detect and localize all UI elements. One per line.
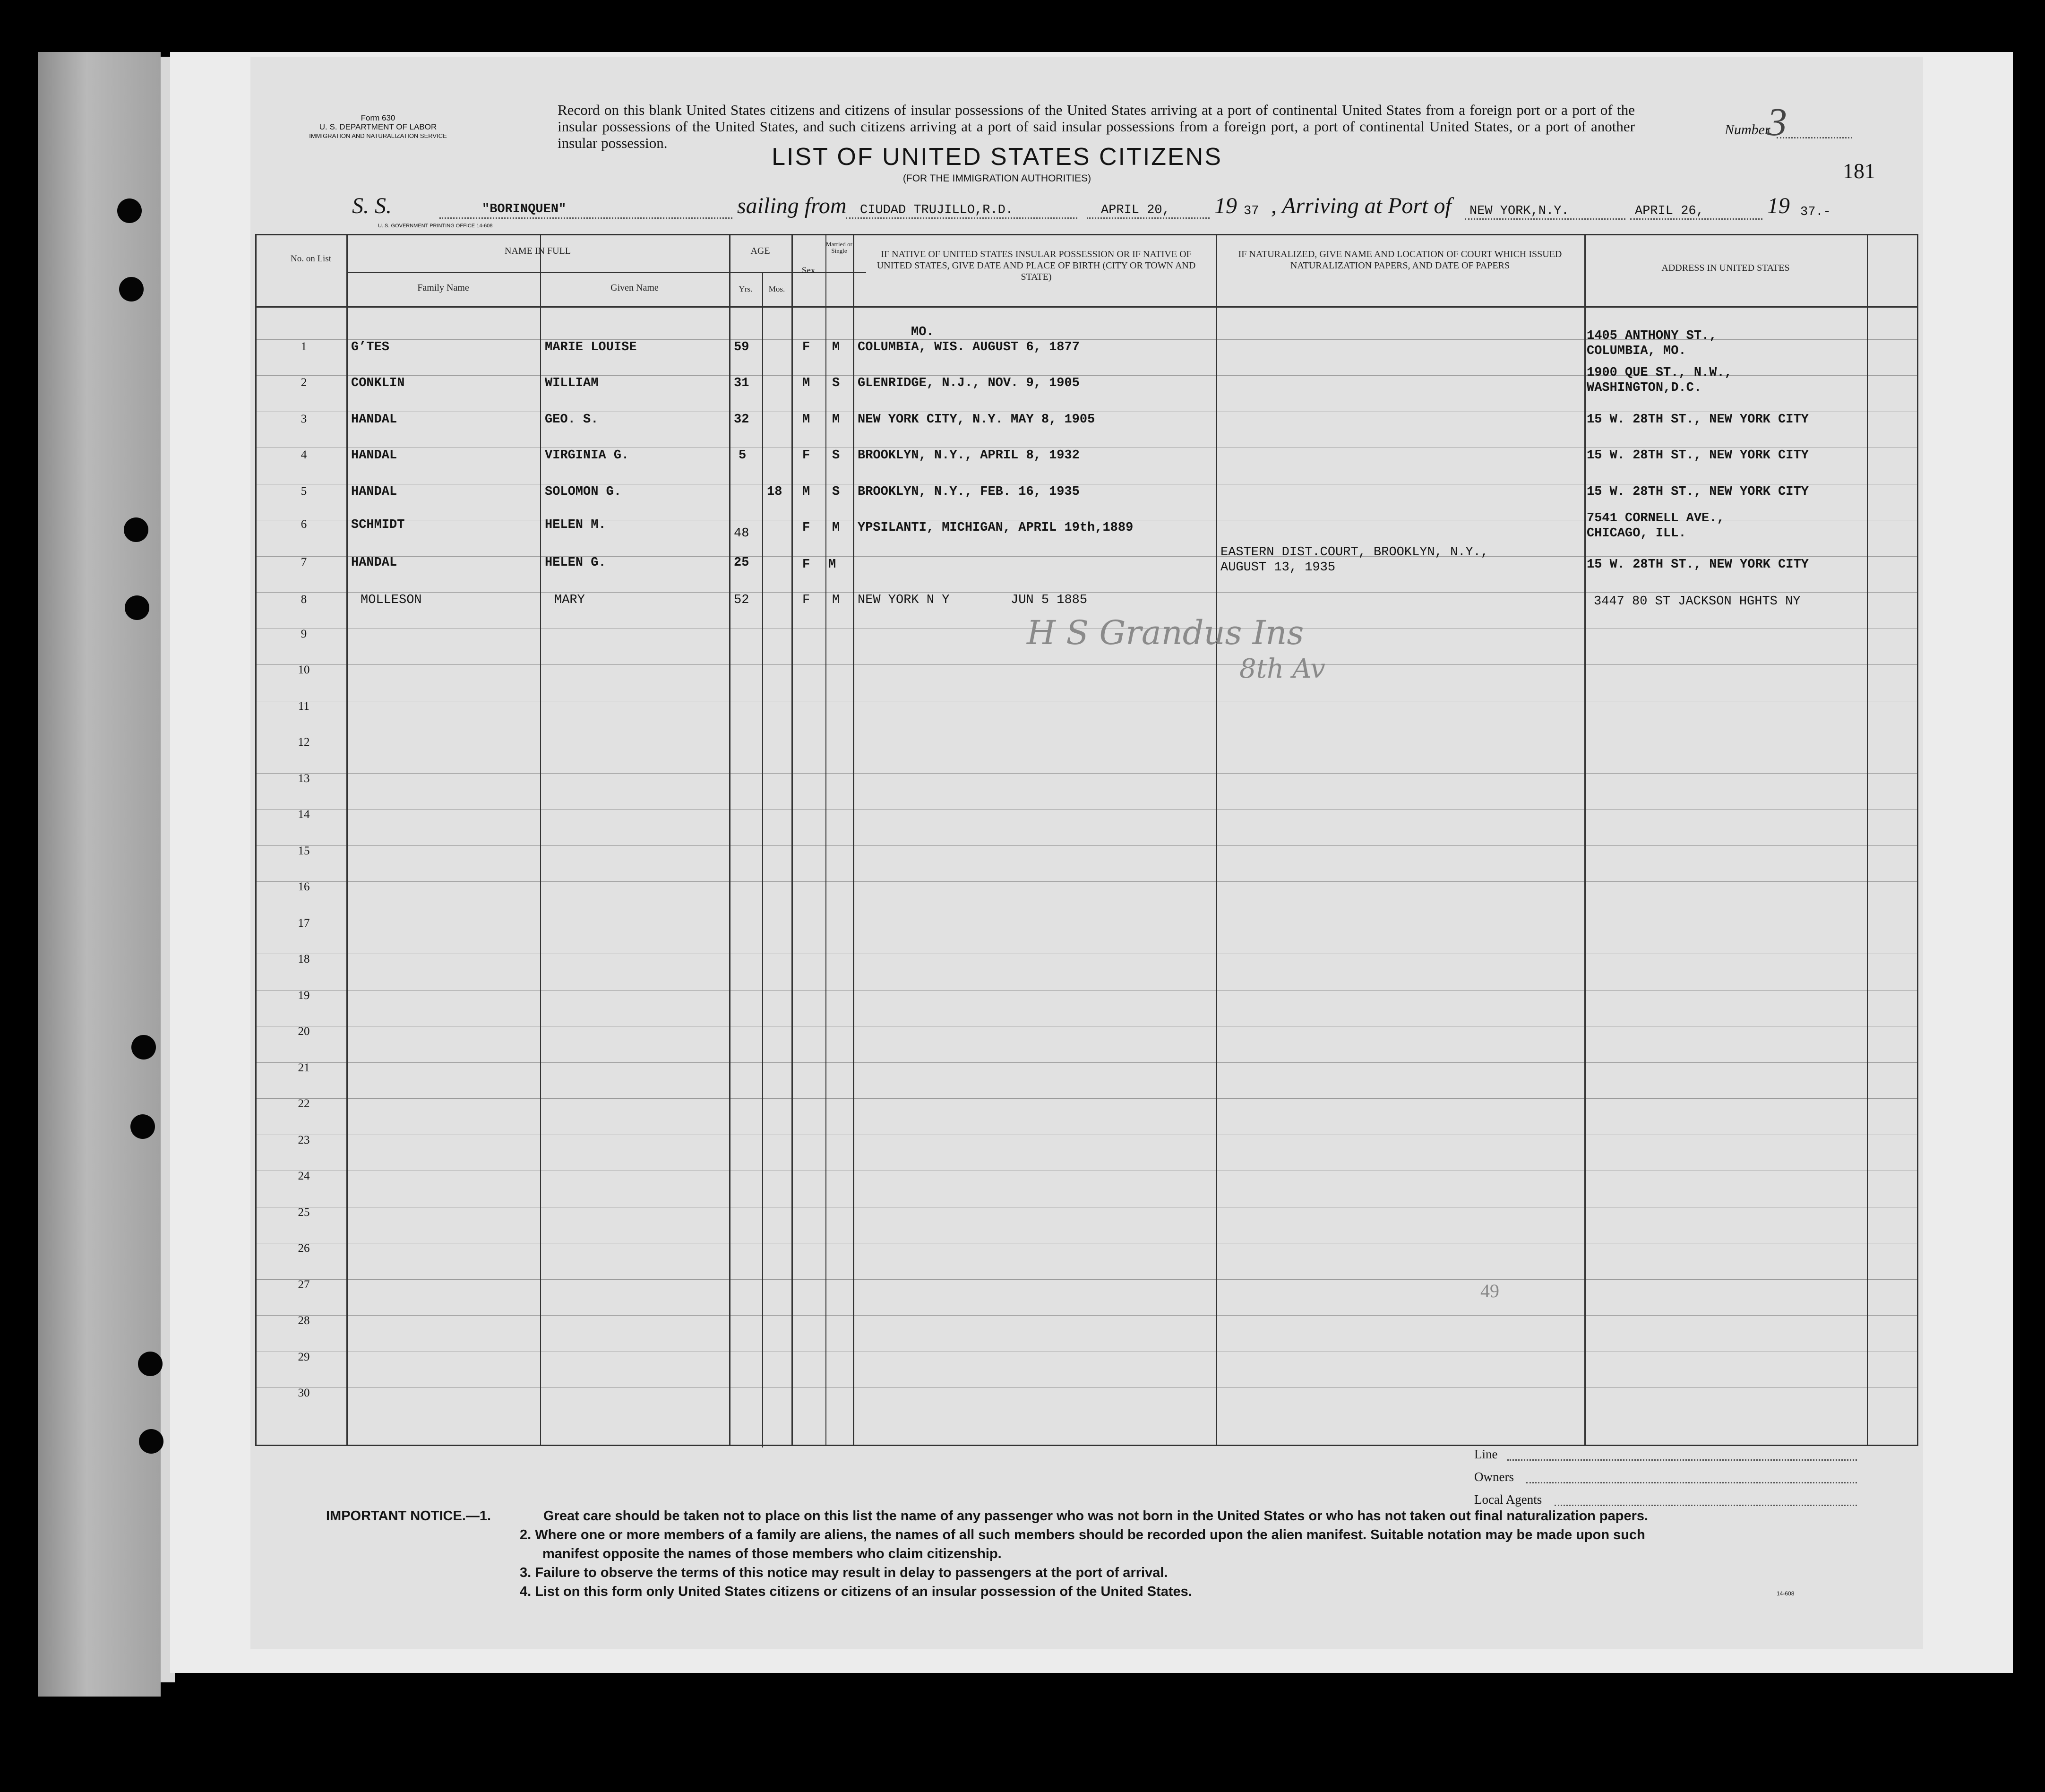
header-divider	[257, 306, 1917, 308]
department: U. S. DEPARTMENT OF LABOR	[319, 122, 437, 131]
port-from: CIUDAD TRUJILLO,R.D.	[860, 203, 1014, 217]
depart-date-dotline	[1087, 217, 1210, 219]
depart-date: APRIL 20,	[1101, 203, 1170, 217]
given-name: MARY	[554, 593, 585, 607]
age-yrs: 48	[734, 526, 749, 541]
row-number: 22	[298, 1097, 310, 1110]
owners-label: Owners	[1474, 1470, 1514, 1484]
row-number: 19	[298, 989, 310, 1002]
given-name: SOLOMON G.	[545, 485, 622, 499]
age-yrs: 32	[734, 413, 749, 427]
given-name: HELEN G.	[545, 556, 606, 570]
rule	[257, 664, 1917, 665]
row-number: 24	[298, 1170, 310, 1182]
passenger-table	[255, 234, 1918, 1446]
port-from-dotline	[846, 217, 1077, 219]
line-label: Line	[1474, 1447, 1498, 1461]
arrive-date: APRIL 26,	[1635, 204, 1704, 218]
rule	[257, 1279, 1917, 1280]
row-number: 8	[301, 593, 307, 606]
age-mos: 18	[767, 485, 782, 499]
col-line	[1216, 235, 1217, 1445]
birth-place-date: BROOKLYN, N.Y., APRIL 8, 1932	[858, 448, 1080, 463]
col-no: No. on List	[290, 254, 332, 264]
local-agents-label: Local Agents	[1474, 1492, 1542, 1507]
arrive-date-dotline	[1630, 218, 1762, 220]
row-number: 18	[298, 953, 310, 965]
given-name: WILLIAM	[545, 376, 599, 390]
address-line2: WASHINGTON,D.C.	[1587, 381, 1702, 395]
address-line1: 7541 CORNELL AVE.,	[1587, 511, 1725, 526]
address-line1: 15 W. 28TH ST., NEW YORK CITY	[1587, 485, 1809, 499]
given-name: VIRGINIA G.	[545, 448, 629, 463]
birth-place-date: COLUMBIA, WIS. AUGUST 6, 1877	[858, 340, 1080, 354]
address-line2: COLUMBIA, MO.	[1587, 344, 1686, 358]
address-line1: 1900 QUE ST., N.W.,	[1587, 366, 1732, 380]
punch-hole	[138, 1352, 163, 1376]
col-yrs: Yrs.	[739, 284, 753, 293]
row-number: 25	[298, 1206, 310, 1219]
page-subtitle: (FOR THE IMMIGRATION AUTHORITIES)	[902, 173, 1091, 184]
number-label: Number	[1725, 122, 1770, 138]
col-address: ADDRESS IN UNITED STATES	[1661, 263, 1790, 273]
sex: M	[802, 413, 810, 427]
row-number: 9	[301, 628, 307, 640]
rule	[257, 881, 1917, 882]
marital-status: M	[832, 340, 840, 354]
col-married-single: Married or Single	[826, 241, 852, 254]
port-arrival-dotline	[1465, 218, 1625, 220]
family-name: G’TES	[351, 340, 390, 354]
arriving-label: , Arriving at Port of	[1271, 193, 1452, 218]
age-yrs: 5	[739, 448, 747, 463]
birth-place-date: YPSILANTI, MICHIGAN, APRIL 19th,1889	[858, 521, 1134, 535]
row-number: 3	[301, 413, 307, 425]
sex: F	[802, 593, 810, 607]
sex: M	[802, 376, 810, 390]
name-age-subdivider	[346, 272, 866, 273]
col-line	[729, 235, 730, 1445]
row-number: 12	[298, 736, 310, 749]
row-number: 13	[298, 772, 310, 785]
notice-item-3: 3. Failure to observe the terms of this notice may result in delay to passengers at the port of arrival.	[520, 1565, 1168, 1580]
row-number: 1	[301, 340, 307, 353]
owners-dotline	[1526, 1482, 1857, 1483]
service: IMMIGRATION AND NATURALIZATION SERVICE	[309, 132, 447, 139]
sex: F	[802, 448, 810, 463]
number-dotline	[1777, 137, 1852, 138]
row-number: 16	[298, 880, 310, 893]
row-number: 23	[298, 1134, 310, 1146]
family-name: HANDAL	[351, 413, 397, 427]
family-name: SCHMIDT	[351, 518, 405, 532]
stamp-number: 49	[1480, 1280, 1499, 1301]
row-number: 14	[298, 808, 310, 821]
address-line1: 15 W. 28TH ST., NEW YORK CITY	[1587, 413, 1809, 427]
marital-status: S	[832, 485, 840, 499]
address-line2: CHICAGO, ILL.	[1587, 526, 1686, 541]
col-line	[1867, 235, 1868, 1445]
punch-hole	[130, 1114, 155, 1139]
page-title: LIST OF UNITED STATES CITIZENS	[772, 143, 1222, 171]
age-yrs: 25	[734, 556, 749, 570]
rule	[257, 773, 1917, 774]
row-number: 30	[298, 1387, 310, 1399]
ss-label: S. S.	[352, 193, 392, 218]
col-line	[825, 235, 826, 1445]
birth-place-date: BROOKLYN, N.Y., FEB. 16, 1935	[858, 485, 1080, 499]
sex: F	[802, 521, 810, 535]
col-naturalized: IF NATURALIZED, GIVE NAME AND LOCATION OF COURT WHICH ISSUED NATURALIZATION PAPERS, AND DATE OF PAPERS	[1238, 249, 1562, 271]
rule	[257, 990, 1917, 991]
page-number: 181	[1843, 159, 1875, 183]
sex: M	[802, 485, 810, 499]
marital-status: S	[832, 448, 840, 463]
instructions-text: Record on this blank United States citizens and citizens of insular possessions of the United States arriving at a port of continental United States from a foreign port or a port of the insular possessions of the United States, and such citizens arriving at a port of said insular possessions from a foreign port, a port of continental United States, or a port of another insular possession.	[558, 102, 1635, 151]
rule	[257, 1062, 1917, 1063]
line-dotline	[1507, 1459, 1857, 1461]
sex: F	[802, 558, 810, 572]
sailing-label: sailing from	[737, 193, 847, 218]
family-name: HANDAL	[351, 448, 397, 463]
rule	[257, 1315, 1917, 1316]
row-number: 7	[301, 556, 307, 569]
row-number: 6	[301, 518, 307, 531]
arrive-year-prefix: 19	[1767, 193, 1790, 218]
col-line	[853, 235, 854, 1445]
rule	[257, 556, 1917, 557]
form-number: Form 630	[361, 113, 395, 122]
row-number: 21	[298, 1061, 310, 1074]
col-mos: Mos.	[768, 284, 785, 293]
family-name: MOLLESON	[361, 593, 422, 607]
age-yrs: 52	[734, 593, 749, 607]
rule	[257, 845, 1917, 846]
family-name: HANDAL	[351, 485, 397, 499]
given-name: MARIE LOUISE	[545, 340, 637, 354]
col-family-name: Family Name	[417, 283, 469, 293]
col-sex: Sex	[801, 266, 816, 276]
marital-status: M	[828, 558, 836, 572]
notice-item-1: Great care should be taken not to place on this list the name of any passenger who was not born in the United States or who has not taken out final naturalization papers.	[543, 1508, 1649, 1524]
address-line1: 1405 ANTHONY ST.,	[1587, 329, 1717, 343]
form-code: 14-608	[1777, 1590, 1795, 1597]
rule	[257, 1098, 1917, 1099]
col-line	[762, 272, 763, 1447]
rule	[257, 1387, 1917, 1388]
sex: F	[802, 340, 810, 354]
punch-hole	[117, 198, 142, 223]
family-name: HANDAL	[351, 556, 397, 570]
marital-status: M	[832, 593, 840, 607]
marital-status: M	[832, 413, 840, 427]
punch-hole	[131, 1035, 156, 1060]
punch-hole	[139, 1429, 163, 1454]
col-birth: IF NATIVE OF UNITED STATES INSULAR POSSESSION OR IF NATIVE OF UNITED STATES, GIVE DATE AND PLACE OF BIRTH (CITY OR TOWN AND STATE)	[876, 249, 1196, 282]
depart-year-prefix: 19	[1214, 193, 1237, 218]
col-name-in-full: NAME IN FULL	[505, 246, 571, 256]
naturalization-date: AUGUST 13, 1935	[1220, 560, 1336, 575]
row-number: 5	[301, 485, 307, 498]
row-number: 17	[298, 917, 310, 930]
row-number: 28	[298, 1314, 310, 1327]
birth-place-date: NEW YORK CITY, N.Y. MAY 8, 1905	[858, 413, 1095, 427]
depart-year-suffix: 37	[1244, 204, 1259, 218]
punch-hole	[124, 517, 148, 542]
row-number: 15	[298, 844, 310, 857]
marital-status: S	[832, 376, 840, 390]
address-line1: 15 W. 28TH ST., NEW YORK CITY	[1587, 448, 1809, 463]
ship-name: "BORINQUEN"	[482, 202, 567, 216]
punch-hole	[125, 595, 149, 620]
row-number: 26	[298, 1242, 310, 1255]
notice-heading: IMPORTANT NOTICE.—1.	[326, 1508, 491, 1524]
age-yrs: 31	[734, 376, 749, 390]
row-number: 20	[298, 1025, 310, 1038]
row-number: 2	[301, 376, 307, 389]
given-name: GEO. S.	[545, 413, 599, 427]
given-name: HELEN M.	[545, 518, 606, 532]
col-line	[346, 235, 348, 1445]
birth-place-date: GLENRIDGE, N.J., NOV. 9, 1905	[858, 376, 1080, 390]
row-number: 27	[298, 1278, 310, 1291]
row-number: 29	[298, 1351, 310, 1363]
port-arrival: NEW YORK,N.Y.	[1469, 204, 1569, 218]
printer-note: U. S. GOVERNMENT PRINTING OFFICE 14-608	[378, 223, 493, 229]
handwritten-note: H S Grandus Ins	[1027, 613, 1304, 652]
col-line	[1584, 235, 1586, 1445]
notice-item-4: 4. List on this form only United States citizens or citizens of an insular possession of the United States.	[520, 1584, 1192, 1599]
list-number: 3	[1767, 100, 1787, 144]
row-number: 11	[298, 700, 310, 713]
notice-item-2a: 2. Where one or more members of a family are aliens, the names of all such members should be recorded upon the alien manifest. Suitable notation may be made upon such	[520, 1527, 1645, 1542]
age-yrs: 59	[734, 340, 749, 354]
address-line1: 15 W. 28TH ST., NEW YORK CITY	[1587, 558, 1809, 572]
notice-item-2b: manifest opposite the names of those members who claim citizenship.	[542, 1546, 1002, 1561]
rule	[257, 592, 1917, 593]
marital-status: M	[832, 521, 840, 535]
birth-note: MO.	[911, 325, 934, 339]
address-line1: 3447 80 ST JACKSON HGHTS NY	[1594, 594, 1801, 609]
agents-dotline	[1555, 1505, 1857, 1506]
col-age: AGE	[750, 246, 770, 256]
birth-place-date: NEW YORK N Y JUN 5 1885	[858, 593, 1088, 607]
naturalization-court: EASTERN DIST.COURT, BROOKLYN, N.Y.,	[1220, 545, 1489, 560]
ship-dotline	[439, 217, 732, 219]
form-id	[284, 113, 473, 140]
col-given-name: Given Name	[610, 283, 659, 293]
arrive-year-suffix: 37.-	[1800, 205, 1831, 219]
col-line	[540, 235, 541, 1445]
rule	[257, 809, 1917, 810]
family-name: CONKLIN	[351, 376, 405, 390]
handwritten-note-2: 8th Av	[1239, 654, 1325, 684]
row-number: 4	[301, 448, 307, 461]
row-number: 10	[298, 663, 310, 676]
col-line	[791, 235, 793, 1445]
punch-hole	[119, 277, 144, 302]
